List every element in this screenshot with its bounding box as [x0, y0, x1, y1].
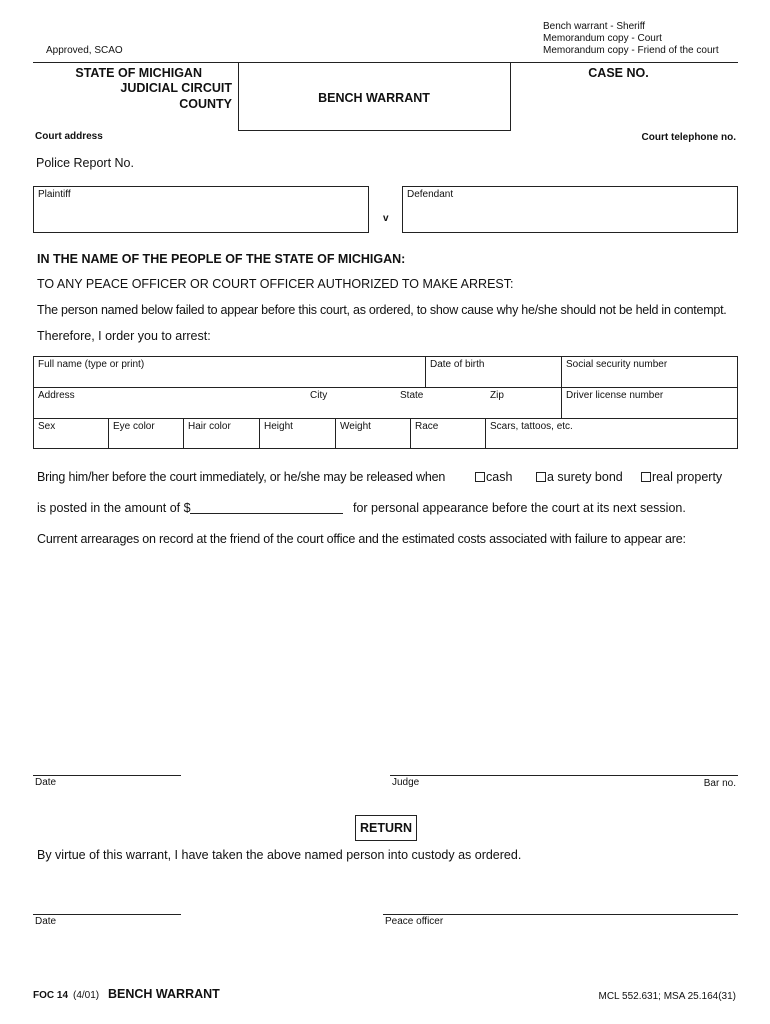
- table-cell-rule: [183, 418, 184, 449]
- return-date-label: Date: [35, 916, 57, 927]
- order-text: Therefore, I order you to arrest:: [37, 329, 211, 343]
- distribution-list: [543, 21, 719, 57]
- judge-signature-line[interactable]: [390, 775, 738, 776]
- real-property-checkbox[interactable]: [641, 472, 651, 482]
- date-of-birth-field[interactable]: Date of birth: [430, 359, 485, 370]
- county-field[interactable]: COUNTY: [179, 97, 232, 111]
- judicial-circuit-field[interactable]: JUDICIAL CIRCUIT: [120, 81, 232, 95]
- cash-option[interactable]: [475, 470, 512, 484]
- defendant-label: Defendant: [407, 189, 454, 200]
- surety-bond-label: a surety bond: [547, 470, 623, 484]
- return-date-line[interactable]: [33, 914, 181, 915]
- table-row-rule: [33, 387, 738, 388]
- distribution-item: Bench warrant - Sheriff: [543, 21, 646, 32]
- table-cell-rule: [335, 418, 336, 449]
- surety-bond-checkbox[interactable]: [536, 472, 546, 482]
- scars-tattoos-field[interactable]: Scars, tattoos, etc.: [490, 421, 573, 432]
- table-cell-rule: [108, 418, 109, 449]
- cash-checkbox[interactable]: [475, 472, 485, 482]
- versus-label: v: [383, 213, 389, 224]
- form-revision: (4/01): [73, 990, 100, 1001]
- peace-officer-line[interactable]: [383, 914, 738, 915]
- table-cell-rule: [485, 418, 486, 449]
- custody-statement: By virtue of this warrant, I have taken the above named person into custody as ordered.: [37, 848, 522, 862]
- state-field[interactable]: State: [400, 390, 424, 401]
- approved-label: Approved, SCAO: [46, 45, 123, 56]
- full-name-field[interactable]: Full name (type or print): [38, 359, 145, 370]
- ssn-field[interactable]: Social security number: [566, 359, 668, 370]
- statute-reference: MCL 552.631; MSA 25.164(31): [598, 991, 736, 1002]
- sex-field[interactable]: Sex: [38, 421, 56, 432]
- bar-no-label: Bar no.: [703, 778, 736, 789]
- table-cell-rule: [561, 356, 562, 418]
- form-title: BENCH WARRANT: [318, 91, 430, 105]
- posted-amount-label: is posted in the amount of $: [37, 501, 191, 515]
- date-signature-line[interactable]: [33, 775, 181, 776]
- driver-license-field[interactable]: Driver license number: [566, 390, 664, 401]
- surety-bond-option[interactable]: [536, 470, 623, 484]
- footer-title: BENCH WARRANT: [108, 987, 220, 1001]
- table-cell-rule: [410, 418, 411, 449]
- race-field[interactable]: Race: [415, 421, 439, 432]
- table-cell-rule: [425, 356, 426, 387]
- people-heading: IN THE NAME OF THE PEOPLE OF THE STATE OF MICHIGAN:: [37, 252, 406, 266]
- release-text: Bring him/her before the court immediately, or he/she may be released when: [37, 470, 446, 484]
- distribution-item: Memorandum copy - Court: [543, 33, 662, 44]
- plaintiff-field[interactable]: [33, 186, 369, 233]
- distribution-item: Memorandum copy - Friend of the court: [543, 45, 719, 56]
- address-field[interactable]: Address: [38, 390, 75, 401]
- form-number: FOC 14: [33, 990, 69, 1001]
- real-property-option[interactable]: [641, 470, 722, 484]
- plaintiff-label: Plaintiff: [38, 189, 71, 200]
- judge-label: Judge: [392, 777, 420, 788]
- city-field[interactable]: City: [310, 390, 328, 401]
- zip-field[interactable]: Zip: [490, 390, 504, 401]
- defendant-field[interactable]: [402, 186, 738, 233]
- weight-field[interactable]: Weight: [340, 421, 371, 432]
- caption-bottom-rule: [238, 130, 510, 131]
- real-property-label: real property: [652, 470, 723, 484]
- return-heading: RETURN: [355, 815, 417, 841]
- peace-officer-label: Peace officer: [385, 916, 444, 927]
- caption-top-rule: [33, 62, 738, 63]
- table-row-rule: [33, 418, 738, 419]
- failed-to-appear-text: The person named below failed to appear before this court, as ordered, to show cause why he/she should not be held in contempt.: [37, 303, 727, 317]
- to-officer-text: TO ANY PEACE OFFICER OR COURT OFFICER AUTHORIZED TO MAKE ARREST:: [37, 277, 514, 291]
- cash-label: cash: [486, 470, 513, 484]
- arrearages-field[interactable]: [33, 550, 738, 765]
- case-number-field[interactable]: CASE NO.: [588, 66, 649, 80]
- court-address-field[interactable]: Court address: [35, 131, 103, 142]
- court-telephone-field[interactable]: Court telephone no.: [641, 132, 736, 143]
- eye-color-field[interactable]: Eye color: [113, 421, 155, 432]
- table-cell-rule: [259, 418, 260, 449]
- police-report-field[interactable]: Police Report No.: [36, 156, 134, 170]
- arrearages-text: Current arrearages on record at the friend of the court office and the estimated costs associated with failure to appear are:: [37, 532, 686, 546]
- state-label: STATE OF MICHIGAN: [75, 66, 202, 80]
- height-field[interactable]: Height: [264, 421, 293, 432]
- appearance-text: for personal appearance before the court at its next session.: [353, 501, 686, 515]
- date-label: Date: [35, 777, 57, 788]
- hair-color-field[interactable]: Hair color: [188, 421, 231, 432]
- bond-amount-field[interactable]: [190, 513, 343, 514]
